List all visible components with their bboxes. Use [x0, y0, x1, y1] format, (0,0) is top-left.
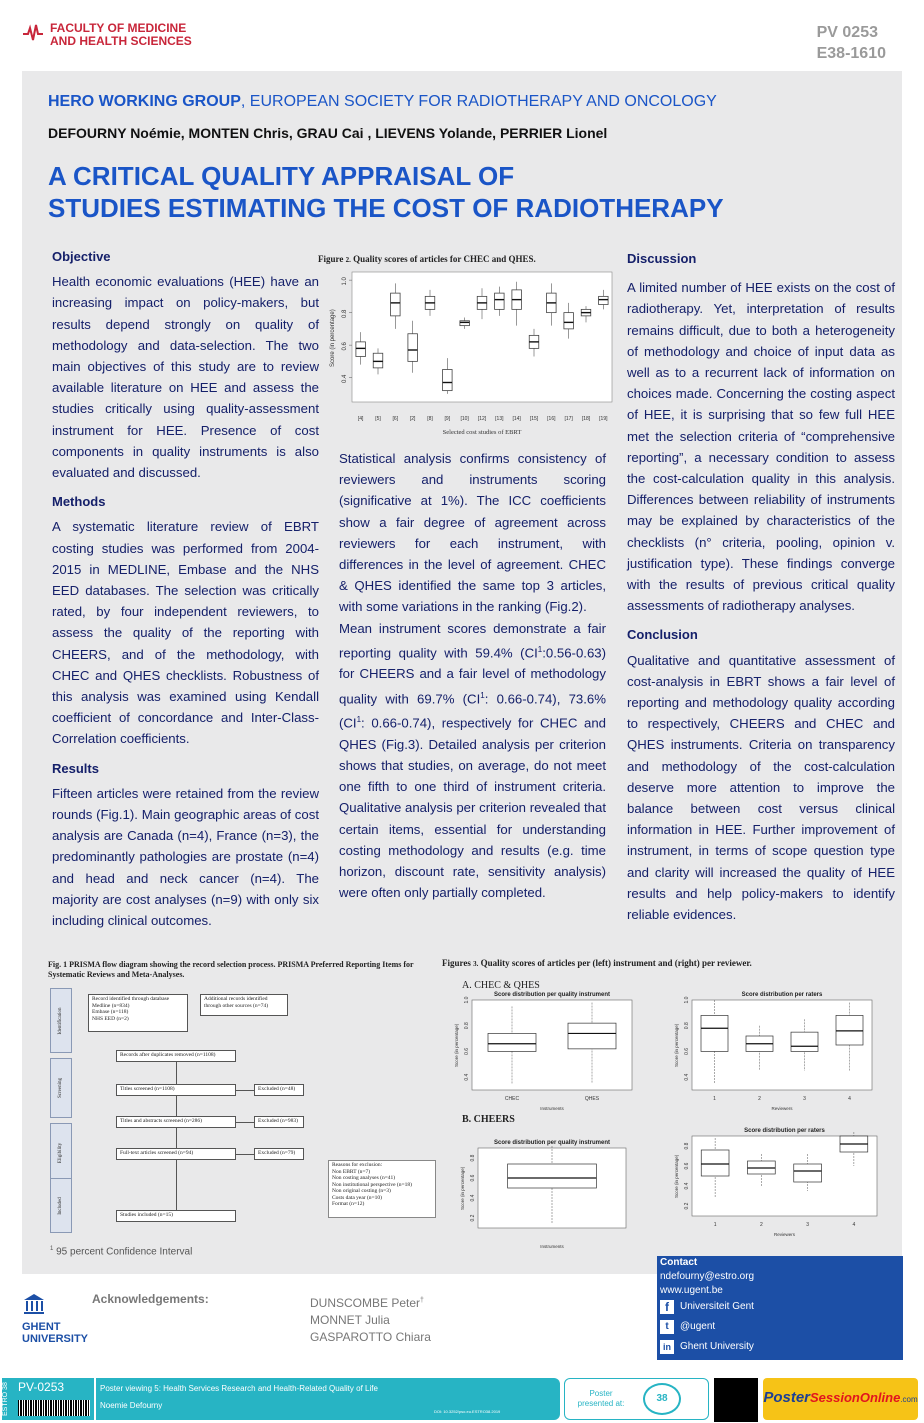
x-axis-label: Instruments	[540, 1106, 564, 1111]
figure-1	[48, 960, 440, 1240]
y-tick-label: 0.8	[470, 1154, 476, 1162]
y-tick-label: 0.2	[470, 1214, 476, 1222]
x-tick-label: 4	[848, 1096, 851, 1102]
y-tick-label: 0.6	[470, 1174, 476, 1182]
x-tick-label: 2	[758, 1096, 761, 1102]
figure-2-boxplot	[318, 266, 618, 434]
prisma-other-records: Additional records identified through other sources (n=74)	[200, 994, 288, 1016]
ack-label: Acknowledgements:	[92, 1292, 209, 1306]
box	[701, 1015, 728, 1051]
box	[599, 296, 609, 304]
methods-text: A systematic literature review of EBRT costing studies was performed from 2004-2015 in MEDLINE, Embase and the NHS EED databases. The selection was critically rated, by four independent reviewers, to assess the quality of the reporting with CHEERS, and of the methodology, with CHEC and QHES checklists. Robustness of this analysis was examined using Kendall coefficient of concordance and Inter-Class-Correlation coefficients.	[52, 519, 319, 747]
x-tick-label: 1	[713, 1222, 717, 1228]
box	[373, 353, 383, 368]
y-axis-label: Score (in percentage)	[674, 1023, 679, 1067]
ghent-text1: GHENT	[22, 1321, 61, 1333]
y-tick-label: 0.4	[470, 1194, 476, 1202]
x-tick-label: [12]	[477, 416, 487, 422]
panel-title: Score distribution per quality instrument	[493, 992, 611, 998]
prisma-db-records: Record identified through database Medline (n=834) Embase (n=118) NHS EED (n=2)	[88, 994, 188, 1032]
working-group: HERO WORKING GROUP	[48, 93, 241, 110]
objective-text: Health economic evaluations (HEE) have an increasing impact on policy-makers, but results depend strongly on quality of methodology and data-selection. The two main objectives of this study are to review available literature on HEE and assess the studies critically using quality-assessment instrument for HEE. Presence of cost components in quality instruments is also evaluated and discussed.	[52, 274, 319, 481]
x-axis-label: Selected cost studies of EBRT	[442, 429, 522, 434]
x-tick-label: 3	[803, 1096, 806, 1102]
prisma-abstracts-screened: Titles and abstracts screened (n=286)	[116, 1116, 236, 1128]
x-tick-label: 1	[713, 1096, 716, 1102]
prisma-arrow	[236, 1122, 254, 1123]
x-tick-label: [6]	[392, 416, 399, 422]
ghent-text2: UNIVERSITY	[22, 1333, 89, 1345]
y-tick-label: 1.0	[464, 996, 470, 1004]
prisma-arrow	[176, 1160, 177, 1210]
heartbeat-icon	[22, 22, 44, 44]
y-tick-label: 0.4	[342, 374, 348, 383]
box	[488, 1033, 536, 1051]
discussion-heading: Discussion	[627, 251, 697, 266]
contact-website[interactable]: www.ugent.be	[660, 1285, 723, 1296]
figure-3-boxplots	[442, 988, 902, 1256]
title-line1: A CRITICAL QUALITY APPRAISAL OF	[48, 161, 515, 191]
y-tick-label: 0.6	[342, 342, 348, 351]
presented-at: Poster presented at: 38	[564, 1378, 709, 1420]
panel-title: Score distribution per quality instrument	[493, 1140, 611, 1146]
abstract-number: E38-1610	[816, 45, 886, 62]
x-tick-label: [10]	[460, 416, 469, 422]
panel-title: Score distribution per raters	[744, 1128, 825, 1134]
prisma-exclusion-reasons: Reasons for exclusion: Non EBRT (n=7) Non costing analyses (n=41) Non institutional perspective (n=18) Non original costing (n=3) Costs data year (n=10) Format (n=12)	[328, 1160, 436, 1218]
twitter-icon: t	[660, 1320, 674, 1334]
box	[836, 1015, 863, 1045]
x-axis-label: Instruments	[540, 1244, 564, 1249]
prisma-duplicates-removed: Records after duplicates removed (n=1108)	[116, 1050, 236, 1062]
y-axis-label: Score (in percentage)	[330, 309, 336, 367]
box	[791, 1032, 818, 1051]
figure-2-caption: Figure 2. Quality scores of articles for CHEC and QHES.	[318, 254, 536, 264]
prisma-stage: Screening	[50, 1058, 72, 1118]
x-tick-label: [14]	[512, 416, 521, 422]
box	[495, 293, 505, 309]
box	[443, 370, 453, 391]
panel-title: Score distribution per raters	[741, 992, 823, 998]
y-tick-label: 1.0	[684, 996, 690, 1004]
prisma-excluded-3: Excluded (n=79)	[254, 1148, 304, 1160]
y-tick-label: 0.4	[464, 1073, 470, 1081]
conclusion-heading: Conclusion	[627, 627, 698, 643]
results-text: Fifteen articles were retained from the review rounds (Fig.1). Main geographic areas of cost analysis are Canada (n=4), France (n=3), the predominantly pathologies are prostate (n=4) and head and neck cancer (n=4). The majority are cost analyses (n=9) with only six including clinical outcomes.	[52, 785, 319, 929]
box	[391, 293, 401, 316]
authors: DEFOURNY Noémie, MONTEN Chris, GRAU Cai , LIEVENS Yolande, PERRIER Lionel	[48, 125, 608, 141]
session-title: Poster viewing 5: Health Services Research and Health-Related Quality of Life	[100, 1384, 378, 1393]
session-panel	[96, 1378, 560, 1420]
y-tick-label: 0.6	[684, 1047, 690, 1055]
y-tick-label: 0.8	[464, 1022, 470, 1030]
y-tick-label: 1.0	[342, 277, 348, 286]
x-tick-label: [13]	[495, 416, 504, 422]
organization	[48, 93, 717, 111]
prisma-fulltext-screened: Full-text articles screened (n=94)	[116, 1148, 236, 1160]
qr-code[interactable]	[716, 1380, 756, 1420]
x-tick-label: 4	[852, 1222, 856, 1228]
y-axis-label: Score (in percentage)	[454, 1023, 459, 1067]
prisma-arrow	[236, 1154, 254, 1155]
figure-2	[318, 254, 618, 434]
y-axis-label: Score (in percentage)	[460, 1166, 465, 1210]
box	[356, 342, 366, 357]
x-tick-label: [15]	[529, 416, 539, 422]
y-tick-label: 0.6	[464, 1047, 470, 1055]
box	[794, 1164, 822, 1182]
title-line2: STUDIES ESTIMATING THE COST OF RADIOTHERAPY	[48, 193, 724, 223]
figure-1-caption: Fig. 1 PRISMA flow diagram showing the record selection process. PRISMA Preferred Reporting Items for Systematic Reviews and Meta-Analyses.	[48, 960, 414, 979]
x-axis-label: Reviewers	[771, 1106, 793, 1111]
panel-b-label: B. CHEERS	[462, 1114, 515, 1125]
x-tick-label: QHES	[584, 1096, 600, 1102]
column-middle	[339, 448, 606, 903]
prisma-arrow	[236, 1090, 254, 1091]
y-axis-label: Score (in percentage)	[674, 1154, 679, 1198]
box	[508, 1164, 597, 1188]
society: , EUROPEAN SOCIETY FOR RADIOTHERAPY AND ONCOLOGY	[240, 93, 717, 110]
estro-logo: 38	[643, 1383, 681, 1415]
x-tick-label: [9]	[444, 416, 451, 422]
contact-box	[657, 1256, 903, 1360]
mean-scores-paragraph: Mean instrument scores demonstrate a fair reporting quality with 59.4% $(CI^1:0.56-0.63)$ for CHEERS and a fair level of methodology quality with 69.7% ($CI^1$: 0.66-0.74), 73.6% ($CI^1$: 0.66-0.74), respectively for CHEC and QHES (Fig.3). Detailed analysis per criterion shows that studies, on average, do not meet one fifth to one third of instrument criteria. Qualitative analysis per criterion revealed that certain items, essential for understanding costing methodology and results (e.g. time horizon, discount rate, sensitivity analysis) were often only partially completed.	[339, 620, 606, 901]
faculty-logo	[22, 22, 192, 48]
ghent-building-icon	[22, 1292, 46, 1316]
poster-session-online-logo: PosterSessionOnline.com	[763, 1378, 918, 1420]
barcode	[18, 1400, 90, 1416]
results-heading: Results	[52, 760, 99, 776]
y-tick-label: 0.2	[684, 1202, 690, 1210]
twitter-link[interactable]: t @ugent	[660, 1320, 900, 1334]
x-axis-label: Reviewers	[773, 1232, 796, 1237]
x-tick-label: [16]	[547, 416, 556, 422]
prisma-titles-screened: Titles screened (n=1108)	[116, 1084, 236, 1096]
side-label: ESTRO 38	[2, 1378, 14, 1420]
y-tick-label: 0.8	[684, 1142, 690, 1150]
prisma-stage: Eligibility	[50, 1123, 72, 1183]
facebook-icon: f	[660, 1300, 674, 1314]
poster-title	[48, 160, 724, 224]
figure-3-caption: Figures 3. Quality scores of articles per (left) instrument and (right) per reviewer.	[442, 958, 752, 968]
column-left	[52, 244, 319, 931]
facebook-link[interactable]: f Universiteit Gent	[660, 1300, 900, 1314]
y-tick-label: 0.4	[684, 1073, 690, 1081]
faculty-line1: FACULTY OF MEDICINE	[50, 21, 187, 35]
box	[408, 334, 418, 362]
statistics-paragraph: Statistical analysis confirms consistency of reviewers and instruments scoring (significative at 1%). The ICC coefficients show a fair degree of agreement across reviewers for each instrument, with differences in the level of agreement. CHEC & QHES identified the same top 3 articles, with some variations in the ranking (Fig.2).	[339, 451, 606, 615]
column-right	[627, 246, 895, 925]
footnote: $^1$ 95 percent Confidence Interval	[50, 1246, 193, 1258]
contact-title: Contact	[660, 1257, 698, 1268]
conclusion-text: Qualitative and quantitative assessment of cost-analysis in EBRT shows a fair level of reporting and methodology quality according to respectively, CHEERS and CHEC and QHES instruments. Criteria on transparency and methodology of the cost-calculation deserve more attention to improve the balance between cost versus clinical information in HEE. Further improvement of instrument, in terms of scope question type and clarity will increased the quality of HEE results and help policy-makers to identify reliable evidences.	[627, 652, 895, 923]
prisma-excluded-2: Excluded (n=983)	[254, 1116, 304, 1128]
box	[564, 313, 574, 329]
x-tick-label: [5]	[375, 416, 381, 422]
y-tick-label: 0.8	[342, 309, 348, 318]
x-tick-label: [2]	[409, 416, 416, 422]
ghent-logo	[22, 1292, 88, 1345]
x-tick-label: [8]	[427, 416, 433, 422]
poster-code-bottom: PV-0253	[18, 1380, 65, 1394]
prisma-stage: Identification	[50, 988, 72, 1053]
x-tick-label: 2	[759, 1222, 763, 1228]
discussion-text: A limited number of HEE exists on the cost of radiotherapy. Yet, interpretation of results remains difficult, due to both a heterogeneity of methodology and choice of input data as well as to a recurrent lack of information on choices made. Concerning the costing aspect of HEE, it is surprising that so few full HEE met the selection criteria of “comprehensive reporting”, a necessary condition to assess the cost-calculation quality in this analysis. Differences between reliability of instruments may be explained by characteristics of the checklists (n° criteria, pooling, opinion v. justification type). These findings converge with the results of previous critical quality assessments of radiotherapy analyses.	[627, 280, 895, 614]
x-tick-label: [17]	[564, 416, 573, 422]
box	[460, 321, 470, 326]
contact-email[interactable]: ndefourny@estro.org	[660, 1271, 755, 1282]
prisma-arrow	[176, 1062, 177, 1084]
box	[568, 1023, 616, 1049]
bottom-author: Noemie Defourny	[100, 1401, 163, 1410]
pv-number: PV 0253	[816, 24, 878, 41]
doi: DOI: 10.3252/pso.eu.ESTRO38.2019	[434, 1409, 501, 1414]
x-tick-label: [4]	[357, 416, 364, 422]
y-tick-label: 0.6	[684, 1162, 690, 1170]
x-tick-label: [19]	[599, 416, 608, 422]
x-tick-label: CHEC	[504, 1096, 520, 1102]
methods-heading: Methods	[52, 494, 106, 510]
figure-3	[442, 958, 902, 1258]
objective-heading: Objective	[52, 249, 111, 264]
faculty-line2: AND HEALTH SCIENCES	[50, 34, 192, 48]
prisma-included: Studies included (n=15)	[116, 1210, 236, 1222]
prisma-diagram	[48, 988, 440, 1233]
linkedin-link[interactable]: in Ghent University	[660, 1340, 900, 1354]
linkedin-icon: in	[660, 1340, 674, 1354]
panel-a-label: A. CHEC & QHES	[462, 980, 540, 991]
poster-code	[817, 22, 886, 64]
box	[701, 1150, 729, 1176]
prisma-arrow	[176, 1128, 177, 1148]
x-tick-label: 3	[806, 1222, 810, 1228]
ack-names: DUNSCOMBE Peter† MONNET Julia GASPAROTTO Chiara	[310, 1296, 431, 1344]
y-tick-label: 0.8	[684, 1022, 690, 1030]
code-panel	[14, 1378, 94, 1420]
prisma-stage: Included	[50, 1178, 72, 1233]
prisma-arrow	[176, 1096, 177, 1116]
bottom-bar	[0, 1374, 924, 1423]
prisma-excluded-1: Excluded (n=48)	[254, 1084, 304, 1096]
x-tick-label: [18]	[581, 416, 591, 422]
y-tick-label: 0.4	[684, 1182, 690, 1190]
